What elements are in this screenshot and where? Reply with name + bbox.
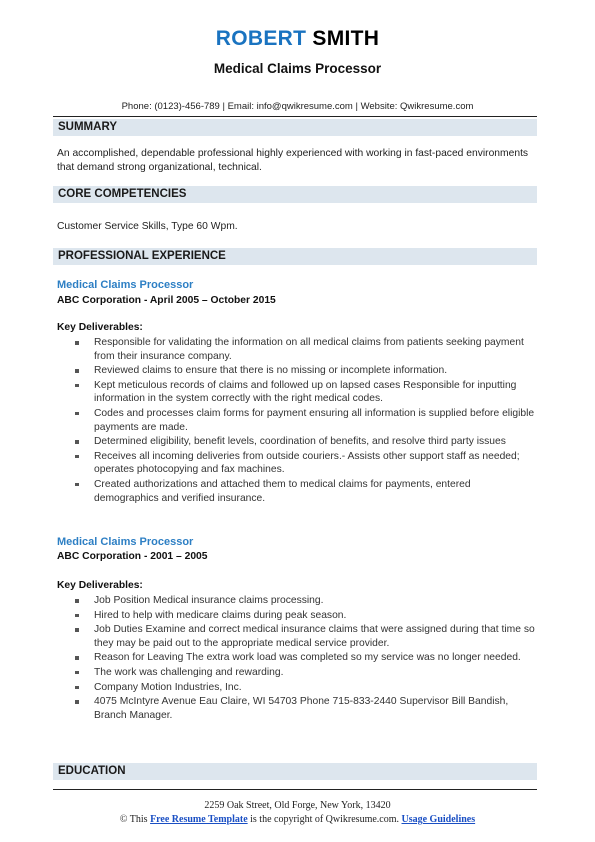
list-item: Reviewed claims to ensure that there is no missing or incomplete information. xyxy=(75,364,537,378)
bullet-icon xyxy=(75,440,79,444)
job-title: Medical Claims Processor xyxy=(57,536,194,548)
footer-divider xyxy=(53,789,537,790)
bullet-icon xyxy=(75,671,79,675)
free-resume-template-link[interactable]: Free Resume Template xyxy=(150,814,248,825)
bullet-icon xyxy=(75,656,79,660)
list-item: Determined eligibility, benefit levels, coordination of benefits, and resolve third party issues xyxy=(75,435,537,449)
footer-copyright: © This Free Resume Template is the copyright of Qwikresume.com. Usage Guidelines xyxy=(119,814,476,825)
bullet-icon xyxy=(75,412,79,416)
key-deliverables-label: Key Deliverables: xyxy=(57,580,143,591)
bullet-icon xyxy=(75,614,79,618)
last-name: SMITH xyxy=(312,27,380,50)
job-company: ABC Corporation - 2001 – 2005 xyxy=(57,551,208,562)
bullet-icon xyxy=(75,599,79,603)
job-company: ABC Corporation - April 2005 – October 2015 xyxy=(57,295,276,306)
bullet-icon xyxy=(75,686,79,690)
list-item: Receives all incoming deliveries from outside couriers.- Assists other support staff as needed; operates photocopying and fax machines. xyxy=(75,450,537,477)
education-heading: EDUCATION xyxy=(53,763,537,780)
candidate-name xyxy=(0,27,595,51)
job-title: Medical Claims Processor xyxy=(57,279,194,291)
list-item: Company Motion Industries, Inc. xyxy=(75,681,537,695)
list-item: Job Position Medical insurance claims processing. xyxy=(75,594,537,608)
list-item: The work was challenging and rewarding. xyxy=(75,666,537,680)
job-bullets xyxy=(75,594,537,723)
list-item: Codes and processes claim forms for payment ensuring all information is supplied before eligible payments are made. xyxy=(75,407,537,434)
job-bullets xyxy=(75,336,537,506)
header-divider xyxy=(53,116,537,117)
bullet-icon xyxy=(75,700,79,704)
contact-info: Phone: (0123)-456-789 | Email: info@qwikresume.com | Website: Qwikresume.com xyxy=(121,101,474,112)
bullet-icon xyxy=(75,369,79,373)
candidate-title: Medical Claims Processor xyxy=(213,61,382,76)
key-deliverables-label: Key Deliverables: xyxy=(57,322,143,333)
competencies-heading: CORE COMPETENCIES xyxy=(53,186,537,203)
bullet-icon xyxy=(75,483,79,487)
list-item: Kept meticulous records of claims and followed up on lapsed cases Responsible for inputting information in the system correctly with the right medical codes. xyxy=(75,379,537,406)
bullet-icon xyxy=(75,628,79,632)
summary-heading: SUMMARY xyxy=(53,119,537,136)
experience-heading: PROFESSIONAL EXPERIENCE xyxy=(53,248,537,265)
bullet-icon xyxy=(75,341,79,345)
first-name: ROBERT xyxy=(215,27,307,50)
summary-text: An accomplished, dependable professional highly experienced with working in fast-paced environments that demand strong organizational, technical. xyxy=(57,148,529,173)
footer-address: 2259 Oak Street, Old Forge, New York, 13420 xyxy=(204,800,391,811)
bullet-icon xyxy=(75,455,79,459)
list-item: Responsible for validating the information on all medical claims from patients seeking payment from their insurance company. xyxy=(75,336,537,363)
list-item: Hired to help with medicare claims during peak season. xyxy=(75,609,537,623)
list-item: 4075 McIntyre Avenue Eau Claire, WI 54703 Phone 715-833-2440 Supervisor Bill Bandish, Branch Manager. xyxy=(75,695,537,722)
list-item: Created authorizations and attached them to medical claims for payments, entered demographics and verified insurance. xyxy=(75,478,537,505)
list-item: Job Duties Examine and correct medical insurance claims that were assigned during that time so they may be paid out to the appropriate medical service provider. xyxy=(75,623,537,650)
usage-guidelines-link[interactable]: Usage Guidelines xyxy=(401,814,476,825)
bullet-icon xyxy=(75,384,79,388)
competencies-text: Customer Service Skills, Type 60 Wpm. xyxy=(57,221,238,232)
list-item: Reason for Leaving The extra work load was completed so my service was no longer needed. xyxy=(75,651,537,665)
